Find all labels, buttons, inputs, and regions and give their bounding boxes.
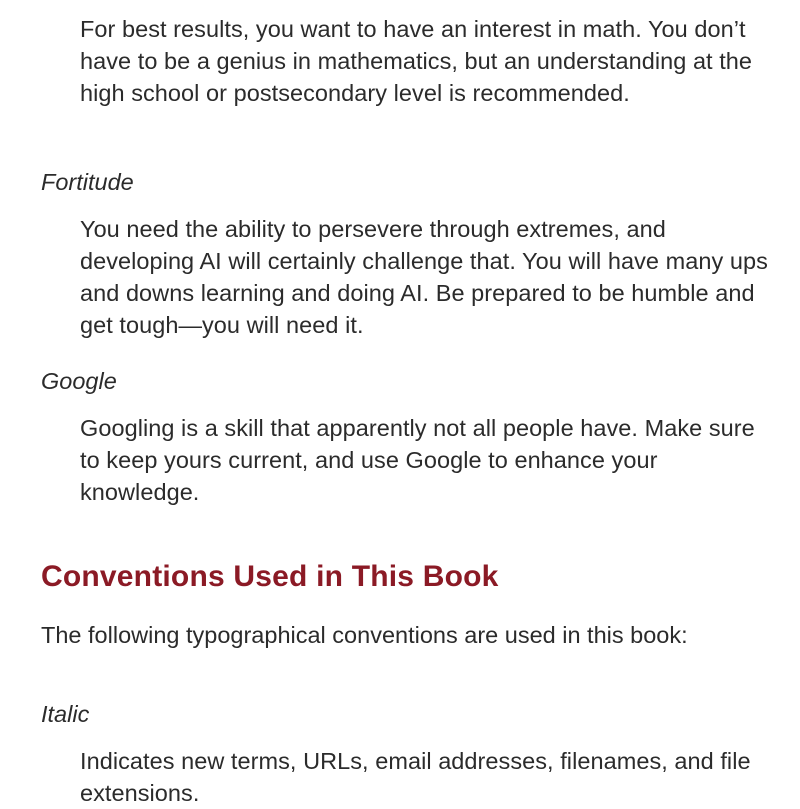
- section-heading-conventions: Conventions Used in This Book: [41, 560, 499, 593]
- term-fortitude: Fortitude: [41, 169, 134, 195]
- fortitude-description: You need the ability to persevere through extremes, and developing AI will certainly challenge that. You will have many ups and downs learning and doing AI. Be prepared to be humble and get tough—you will need it.: [80, 216, 768, 338]
- math-paragraph: For best results, you want to have an interest in math. You don’t have to be a genius in mathematics, but an understanding at the high school or postsecondary level is recommended.: [80, 16, 753, 106]
- google-description: Googling is a skill that apparently not all people have. Make sure to keep yours current, and use Google to enhance your knowledge.: [80, 415, 755, 505]
- italic-description: Indicates new terms, URLs, email addresses, filenames, and file extensions.: [80, 748, 751, 806]
- conventions-intro: The following typographical conventions are used in this book:: [41, 622, 688, 648]
- term-google: Google: [41, 368, 117, 394]
- term-italic: Italic: [41, 701, 90, 727]
